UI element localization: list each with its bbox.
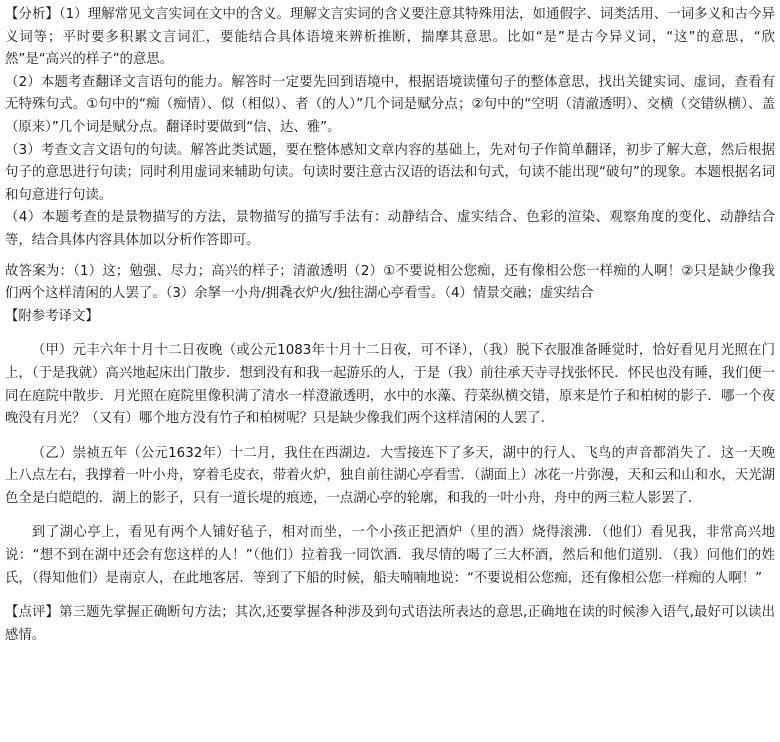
answer-text: 故答案为：（1）这；勉强、尽力；高兴的样子；清澈透明（2）①不要说相公您痴，还有像相公您一样痴的人啊！②只是缺少像我们两个这样清闲的人罢了。（3）余拏一小舟/拥毳衣炉火/独往湖心亭看雪。（4）情景交融；虚实结合 xyxy=(5,263,775,302)
answer-section xyxy=(5,261,775,306)
translation-section xyxy=(5,306,775,591)
analysis-part-4: （4）本题考查的是景物描写的方法，景物描写的描写手法有：动静结合、虚实结合、色彩的渲染、观察角度的变化、动静结合等，结合具体内容具体加以分析作答即可。 xyxy=(5,210,775,248)
comment-text: 【点评】第三题先掌握正确断句方法；其次,还要掌握各种涉及到句式语法所表达的意思,正确地在读的时候渗入语气,最好可以读出感情。 xyxy=(5,605,775,643)
analysis-part-1: 【分析】（1）理解常见文言实词在文中的含义。理解文言实词的含义要注意其特殊用法，如通假字、词类活用、一词多义和古今异义词等；平时要多积累文言词汇，要能结合具体语境来辨析推断，揣摩其意思。比如“是”是古今异义词，“这”的意思，“欣然”是“高兴的样子”的意思。 xyxy=(5,7,775,68)
translation-heading: 【附参考译文】 xyxy=(5,308,99,324)
analysis-part-3: （3）考查文言文语句的句读。解答此类试题，要在整体感知文章内容的基础上，先对句子作简单翻译，初步了解大意，然后根据句子的意思进行句读；同时利用虚词来辅助句读。句读时要注意古汉语的语法和句式，句读不能出现“破句”的现象。本题根据名词和句意进行句读。 xyxy=(5,142,775,203)
comment-section xyxy=(5,602,775,647)
analysis-section xyxy=(5,4,775,253)
translation-paragraph-yi: （乙）崇祯五年（公元1632年）十二月，我住在西湖边．大雪接连下了多天，湖中的行人、飞鸟的声音都消失了．这一天晚上八点左右，我撑着一叶小舟，穿着毛皮衣，带着火炉，独自前往湖心亭看雪．（湖面上）冰花一片弥漫，天和云和山和水，天光湖色全是白皑皑的．湖上的影子，只有一道长堤的痕迹，一点湖心亭的轮廓，和我的一叶小舟，舟中的两三粒人影罢了． xyxy=(5,445,775,506)
analysis-part-2: （2）本题考查翻译文言语句的能力。解答时一定要先回到语境中，根据语境读懂句子的整体意思，找出关键实词、虚词，查看有无特殊句式。①句中的“痴（痴情）、似（相似）、者（的人）”几个词是赋分点；②句中的“空明（清澈透明）、交横（交错纵横）、盖（原来）”几个词是赋分点。翻译时要做到“信、达、雅”。 xyxy=(5,74,775,135)
translation-paragraph-jia: （甲）元丰六年十月十二日夜晚（或公元1083年十月十二日夜，可不译），（我）脱下衣服准备睡觉时，恰好看见月光照在门上，（于是我就）高兴地起床出门散步．想到没有和我一起游乐的人，于是（我）前往承天寺寻找张怀民．怀民也没有睡，我们便一同在庭院中散步．月光照在庭院里像积满了清水一样澄澈透明，水中的水藻、荇菜纵横交错，原来是竹子和柏树的影子．哪一个夜晚没有月光？（又有）哪个地方没有竹子和柏树呢？只是缺少像我们两个这样清闲的人罢了． xyxy=(5,343,775,427)
translation-paragraph-pavilion: 到了湖心亭上，看见有两个人铺好毡子，相对而坐，一个小孩正把酒炉（里的酒）烧得滚沸．（他们）看见我，非常高兴地说：“想不到在湖中还会有您这样的人！”（他们）拉着我一同饮酒．我尽情的喝了三大杯酒，然后和他们道别．（我）问他们的姓氏，（得知他们）是南京人，在此地客居．等到了下船的时候，船夫喃喃地说：“不要说相公您痴，还有像相公您一样痴的人啊！” xyxy=(5,525,775,586)
